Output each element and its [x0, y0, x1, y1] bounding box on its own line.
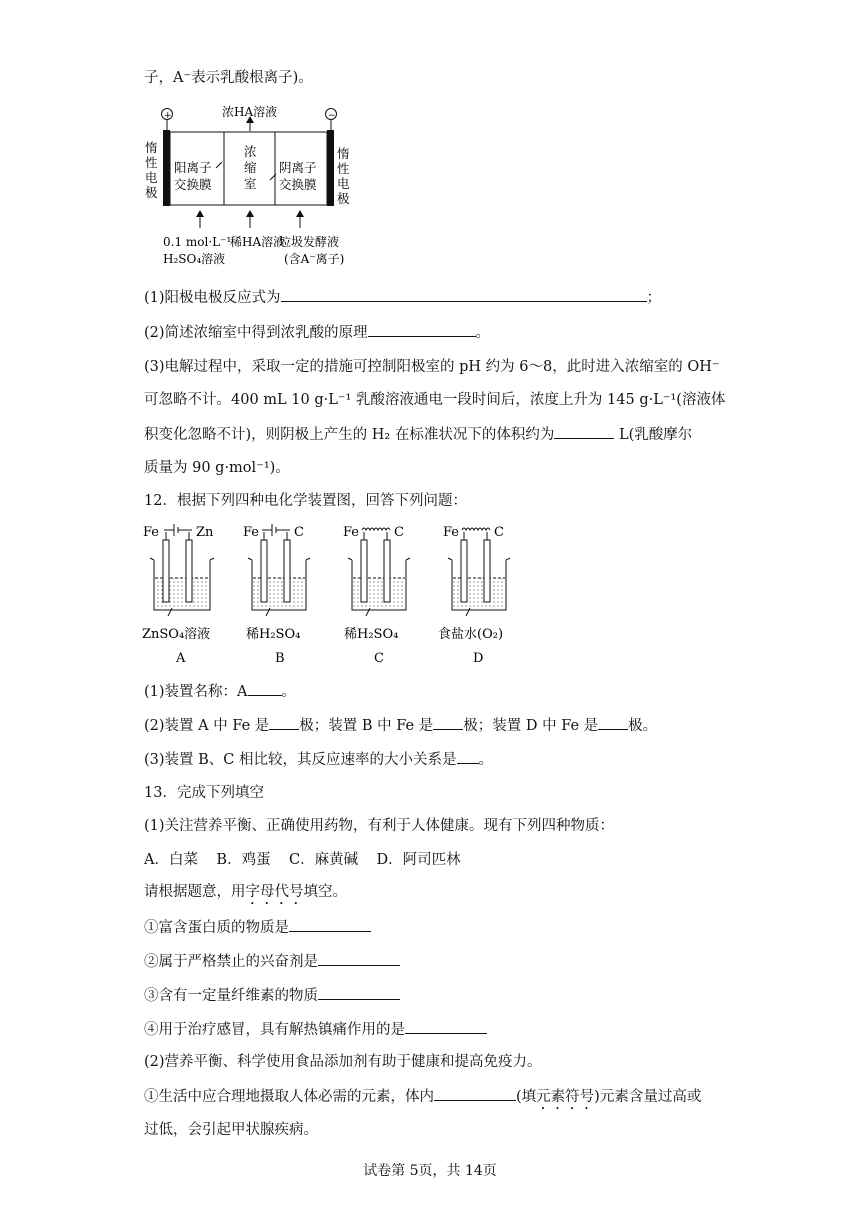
cation-membrane-label-1: 阳离子 — [174, 160, 212, 175]
plus-sign: + — [164, 111, 172, 121]
bottom-left-label-2: H₂SO₄溶液 — [163, 252, 226, 266]
top-label: 浓HA溶液 — [222, 105, 278, 119]
left-electrode-label-3: 电 — [145, 170, 158, 185]
device-a — [143, 524, 214, 616]
q13-part2-item1-line2: 过低，会引起甲状腺疾病。 — [144, 1122, 318, 1138]
answer-blank[interactable] — [405, 1019, 487, 1034]
left-electrode-label-4: 极 — [145, 185, 158, 200]
q13-item1: ①富含蛋白质的物质是 — [144, 917, 371, 938]
right-electrode-label-3: 电 — [337, 176, 350, 191]
answer-blank[interactable] — [457, 749, 479, 764]
answer-blank[interactable] — [318, 985, 400, 1000]
q11-part1: (1)阳极电极反应式为 ； — [144, 287, 661, 308]
bottom-mid-label: 稀HA溶液 — [230, 235, 286, 249]
device-d-solution: 食盐水(O₂) — [438, 627, 504, 642]
left-electrode-label-1: 惰 — [145, 140, 158, 155]
device-c-c: C — [394, 525, 404, 540]
q11-part3-line3: 积变化忽略不计)，则阴极上产生的 H₂ 在标准状况下的体积约为 L(乳酸摩尔 — [144, 424, 692, 445]
intro-text: 子，A⁻表示乳酸根离子)。 — [144, 70, 313, 86]
q13-item3: ③含有一定量纤维素的物质 — [144, 985, 400, 1006]
device-b — [243, 524, 310, 616]
right-electrode-label-2: 性 — [337, 161, 350, 176]
answer-blank[interactable] — [368, 322, 476, 337]
device-c-fe: Fe — [343, 525, 360, 540]
q13-options: A．白菜 B．鸡蛋 C．麻黄碱 D．阿司匹林 — [144, 852, 461, 868]
answer-blank[interactable] — [318, 951, 400, 966]
electrolysis-cell-diagram — [138, 100, 378, 272]
device-b-solution: 稀H₂SO₄ — [246, 627, 301, 642]
q13-item2: ②属于严格禁止的兴奋剂是 — [144, 951, 400, 972]
concentration-room-label-3: 室 — [244, 176, 257, 191]
answer-blank[interactable] — [434, 1086, 516, 1101]
q12-title: 12．根据下列四种电化学装置图，回答下列问题： — [144, 493, 467, 509]
q12-part3: (3)装置 B、C 相比较，其反应速率的大小关系是 。 — [144, 749, 493, 770]
answer-blank[interactable] — [269, 715, 299, 730]
answer-blank[interactable] — [433, 715, 463, 730]
device-d-letter: D — [473, 651, 484, 666]
bottom-left-label-1: 0.1 mol·L⁻¹ — [163, 235, 232, 249]
bottom-arrow-mid — [246, 210, 254, 217]
q13-title: 13．完成下列填空 — [144, 785, 264, 801]
q13-part2: (2)营养平衡、科学使用食品添加剂有助于健康和提高免疫力。 — [144, 1054, 542, 1070]
device-a-solution: ZnSO₄溶液 — [142, 627, 211, 642]
device-a-zn: Zn — [196, 525, 214, 540]
concentration-room-label-2: 缩 — [244, 160, 257, 175]
bottom-arrow-right — [296, 210, 304, 217]
bottom-right-label-1: 垃圾发酵液 — [279, 235, 340, 249]
device-b-c: C — [294, 525, 304, 540]
bottom-arrow-left — [196, 210, 204, 217]
q11-part3-line1: (3)电解过程中，采取一定的措施可控制阳极室的 pH 约为 6～8，此时进入浓缩室的 OH⁻ — [144, 359, 720, 375]
electrochemical-devices-diagram — [140, 520, 530, 670]
device-d — [443, 525, 510, 616]
left-electrode-label-2: 性 — [145, 155, 158, 170]
answer-blank[interactable] — [281, 287, 647, 302]
device-a-letter: A — [176, 651, 186, 666]
device-c-solution: 稀H₂SO₄ — [344, 627, 399, 642]
right-electrode-bar — [327, 130, 334, 206]
concentration-room-label-1: 浓 — [244, 144, 257, 159]
right-electrode-label-4: 极 — [337, 191, 350, 206]
answer-blank[interactable] — [598, 715, 628, 730]
page-footer: 试卷第 5页，共 14页 — [363, 1163, 497, 1179]
q13-part2-item1: ①生活中应合理地摄取人体必需的元素，体内 (填元素符号)元素含量过高或 — [144, 1086, 701, 1113]
answer-blank[interactable] — [289, 917, 371, 932]
device-c — [343, 525, 410, 616]
q12-part2: (2)装置 A 中 Fe 是 极；装置 B 中 Fe 是 极；装置 D 中 Fe 是 极。 — [144, 715, 657, 736]
minus-sign: − — [328, 111, 336, 121]
left-electrode-bar — [163, 130, 170, 206]
q11-part2: (2)简述浓缩室中得到浓乳酸的原理 。 — [144, 322, 490, 343]
q13-part1: (1)关注营养平衡、正确使用药物，有利于人体健康。现有下列四种物质： — [144, 818, 615, 834]
device-c-letter: C — [374, 651, 384, 666]
device-b-letter: B — [275, 651, 285, 666]
anion-membrane-label-2: 交换膜 — [279, 177, 317, 192]
q13-instruction: 请根据题意，用字母代号填空。 — [144, 884, 347, 900]
q12-part1: (1)装置名称：A 。 — [144, 681, 296, 702]
right-electrode-label-1: 惰 — [337, 146, 350, 161]
device-d-c: C — [494, 525, 504, 540]
cation-membrane-label-2: 交换膜 — [174, 177, 212, 192]
device-b-fe: Fe — [243, 525, 260, 540]
bottom-right-label-2: (含A⁻离子) — [284, 252, 345, 266]
q11-part3-line4: 质量为 90 g·mol⁻¹)。 — [144, 460, 290, 476]
q11-part3-line2: 可忽略不计。400 mL 10 g·L⁻¹ 乳酸溶液通电一段时间后，浓度上升为 145 g·L⁻¹(溶液体 — [144, 392, 726, 408]
device-d-fe: Fe — [443, 525, 460, 540]
q13-item4: ④用于治疗感冒，具有解热镇痛作用的是 — [144, 1019, 487, 1040]
device-a-fe: Fe — [143, 525, 160, 540]
answer-blank[interactable] — [248, 681, 282, 696]
anion-membrane-label-1: 阴离子 — [279, 160, 317, 175]
answer-blank[interactable] — [554, 424, 614, 439]
